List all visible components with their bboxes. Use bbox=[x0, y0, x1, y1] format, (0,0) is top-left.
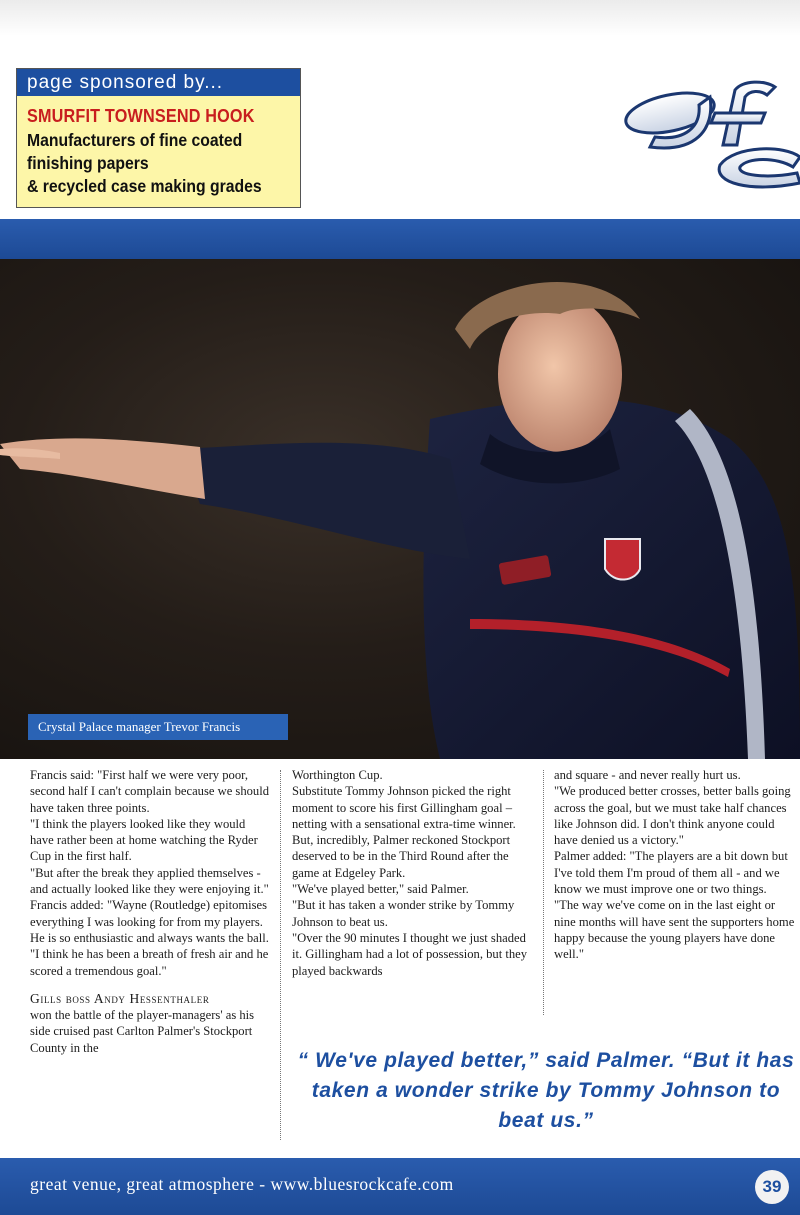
column-divider bbox=[280, 770, 281, 1140]
article-paragraph: Francis said: "First half we were very poor, second half I can't complain because we should have taken three points. bbox=[30, 768, 270, 815]
sponsor-company: SMURFIT TOWNSEND HOOK bbox=[27, 106, 255, 126]
article-paragraph: "Over the 90 minutes I thought we just shaded it. Gillingham had a lot of possession, but they played backwards bbox=[292, 930, 528, 978]
lead-in: Gills boss Andy Hessenthaler bbox=[30, 990, 210, 1006]
gfc-logo bbox=[615, 75, 800, 200]
page-top-shade bbox=[0, 0, 800, 36]
photo-illustration bbox=[0, 259, 800, 759]
article-column-1 bbox=[30, 767, 270, 1056]
article-paragraph: Palmer added: "The players are a bit down but I've told them I'm proud of them all - and we know we must improve one or two things. bbox=[554, 849, 788, 897]
footer-band bbox=[0, 1158, 800, 1215]
article-paragraph: "I think he has been a breath of fresh air and he scored a tremendous goal." bbox=[30, 947, 269, 978]
sponsor-desc-line: Manufacturers of fine coated bbox=[27, 130, 243, 150]
sponsor-description bbox=[27, 129, 297, 198]
article-paragraph: and square - and never really hurt us. bbox=[554, 768, 741, 782]
article-paragraph: Worthington Cup. bbox=[292, 768, 383, 782]
article-paragraph: "We produced better crosses, better balls going across the goal, but we must take half chances like Johnson did. I don't think anyone could have denied us a victory." bbox=[554, 784, 791, 848]
sponsor-heading: page sponsored by... bbox=[17, 69, 300, 96]
article-column-2 bbox=[292, 767, 532, 979]
sponsor-desc-line: & recycled case making grades bbox=[27, 176, 262, 196]
article-paragraph: Substitute Tommy Johnson picked the right moment to score his first Gillingham goal – netting with a sensational extra-time winner. bbox=[292, 784, 516, 831]
article-paragraph: "But it has taken a wonder strike by Tommy Johnson to beat us. bbox=[292, 898, 515, 929]
photo-caption: Crystal Palace manager Trevor Francis bbox=[28, 714, 288, 740]
footer-text: great venue, great atmosphere - www.bluesrockcafe.com bbox=[30, 1174, 454, 1194]
column-divider bbox=[543, 770, 544, 1015]
logo-text: gfc bbox=[615, 75, 617, 76]
article-paragraph: "We've played better," said Palmer. bbox=[292, 882, 469, 897]
article-column-3 bbox=[554, 767, 799, 963]
manager-photo bbox=[0, 259, 800, 759]
paragraph-spacer bbox=[30, 979, 270, 991]
article-paragraph: But, incredibly, Palmer reckoned Stockport deserved to be in the Third Round after the game at Edgeley Park. bbox=[292, 833, 511, 880]
article-paragraph: "The way we've come on in the last eight or nine months will have sent the supporters home happy because the young players have done well." bbox=[554, 898, 795, 962]
sponsor-box bbox=[16, 68, 301, 208]
lead-continuation: won the battle of the player-managers' as his side cruised past Carlton Palmer's Stockport County in the bbox=[30, 1008, 255, 1055]
article-paragraph bbox=[30, 991, 270, 1056]
article-paragraph: "I think the players looked like they would have rather been at home watching the Ryder Cup in the first half. bbox=[30, 816, 258, 864]
blue-band bbox=[0, 219, 800, 259]
sponsor-desc-line: finishing papers bbox=[27, 153, 149, 173]
page-number: 39 bbox=[755, 1170, 789, 1204]
article-paragraph: Francis added: "Wayne (Routledge) epitomises everything I was looking for from my players. He is so enthusiastic and always wants the ball. bbox=[30, 898, 269, 945]
article-paragraph: "But after the break they applied themselves - and actually looked like they were enjoying it." bbox=[30, 865, 269, 897]
pull-quote: “ We've played better,” said Palmer. “But it has taken a wonder strike by Tommy Johnson to beat us.” bbox=[297, 1049, 795, 1132]
